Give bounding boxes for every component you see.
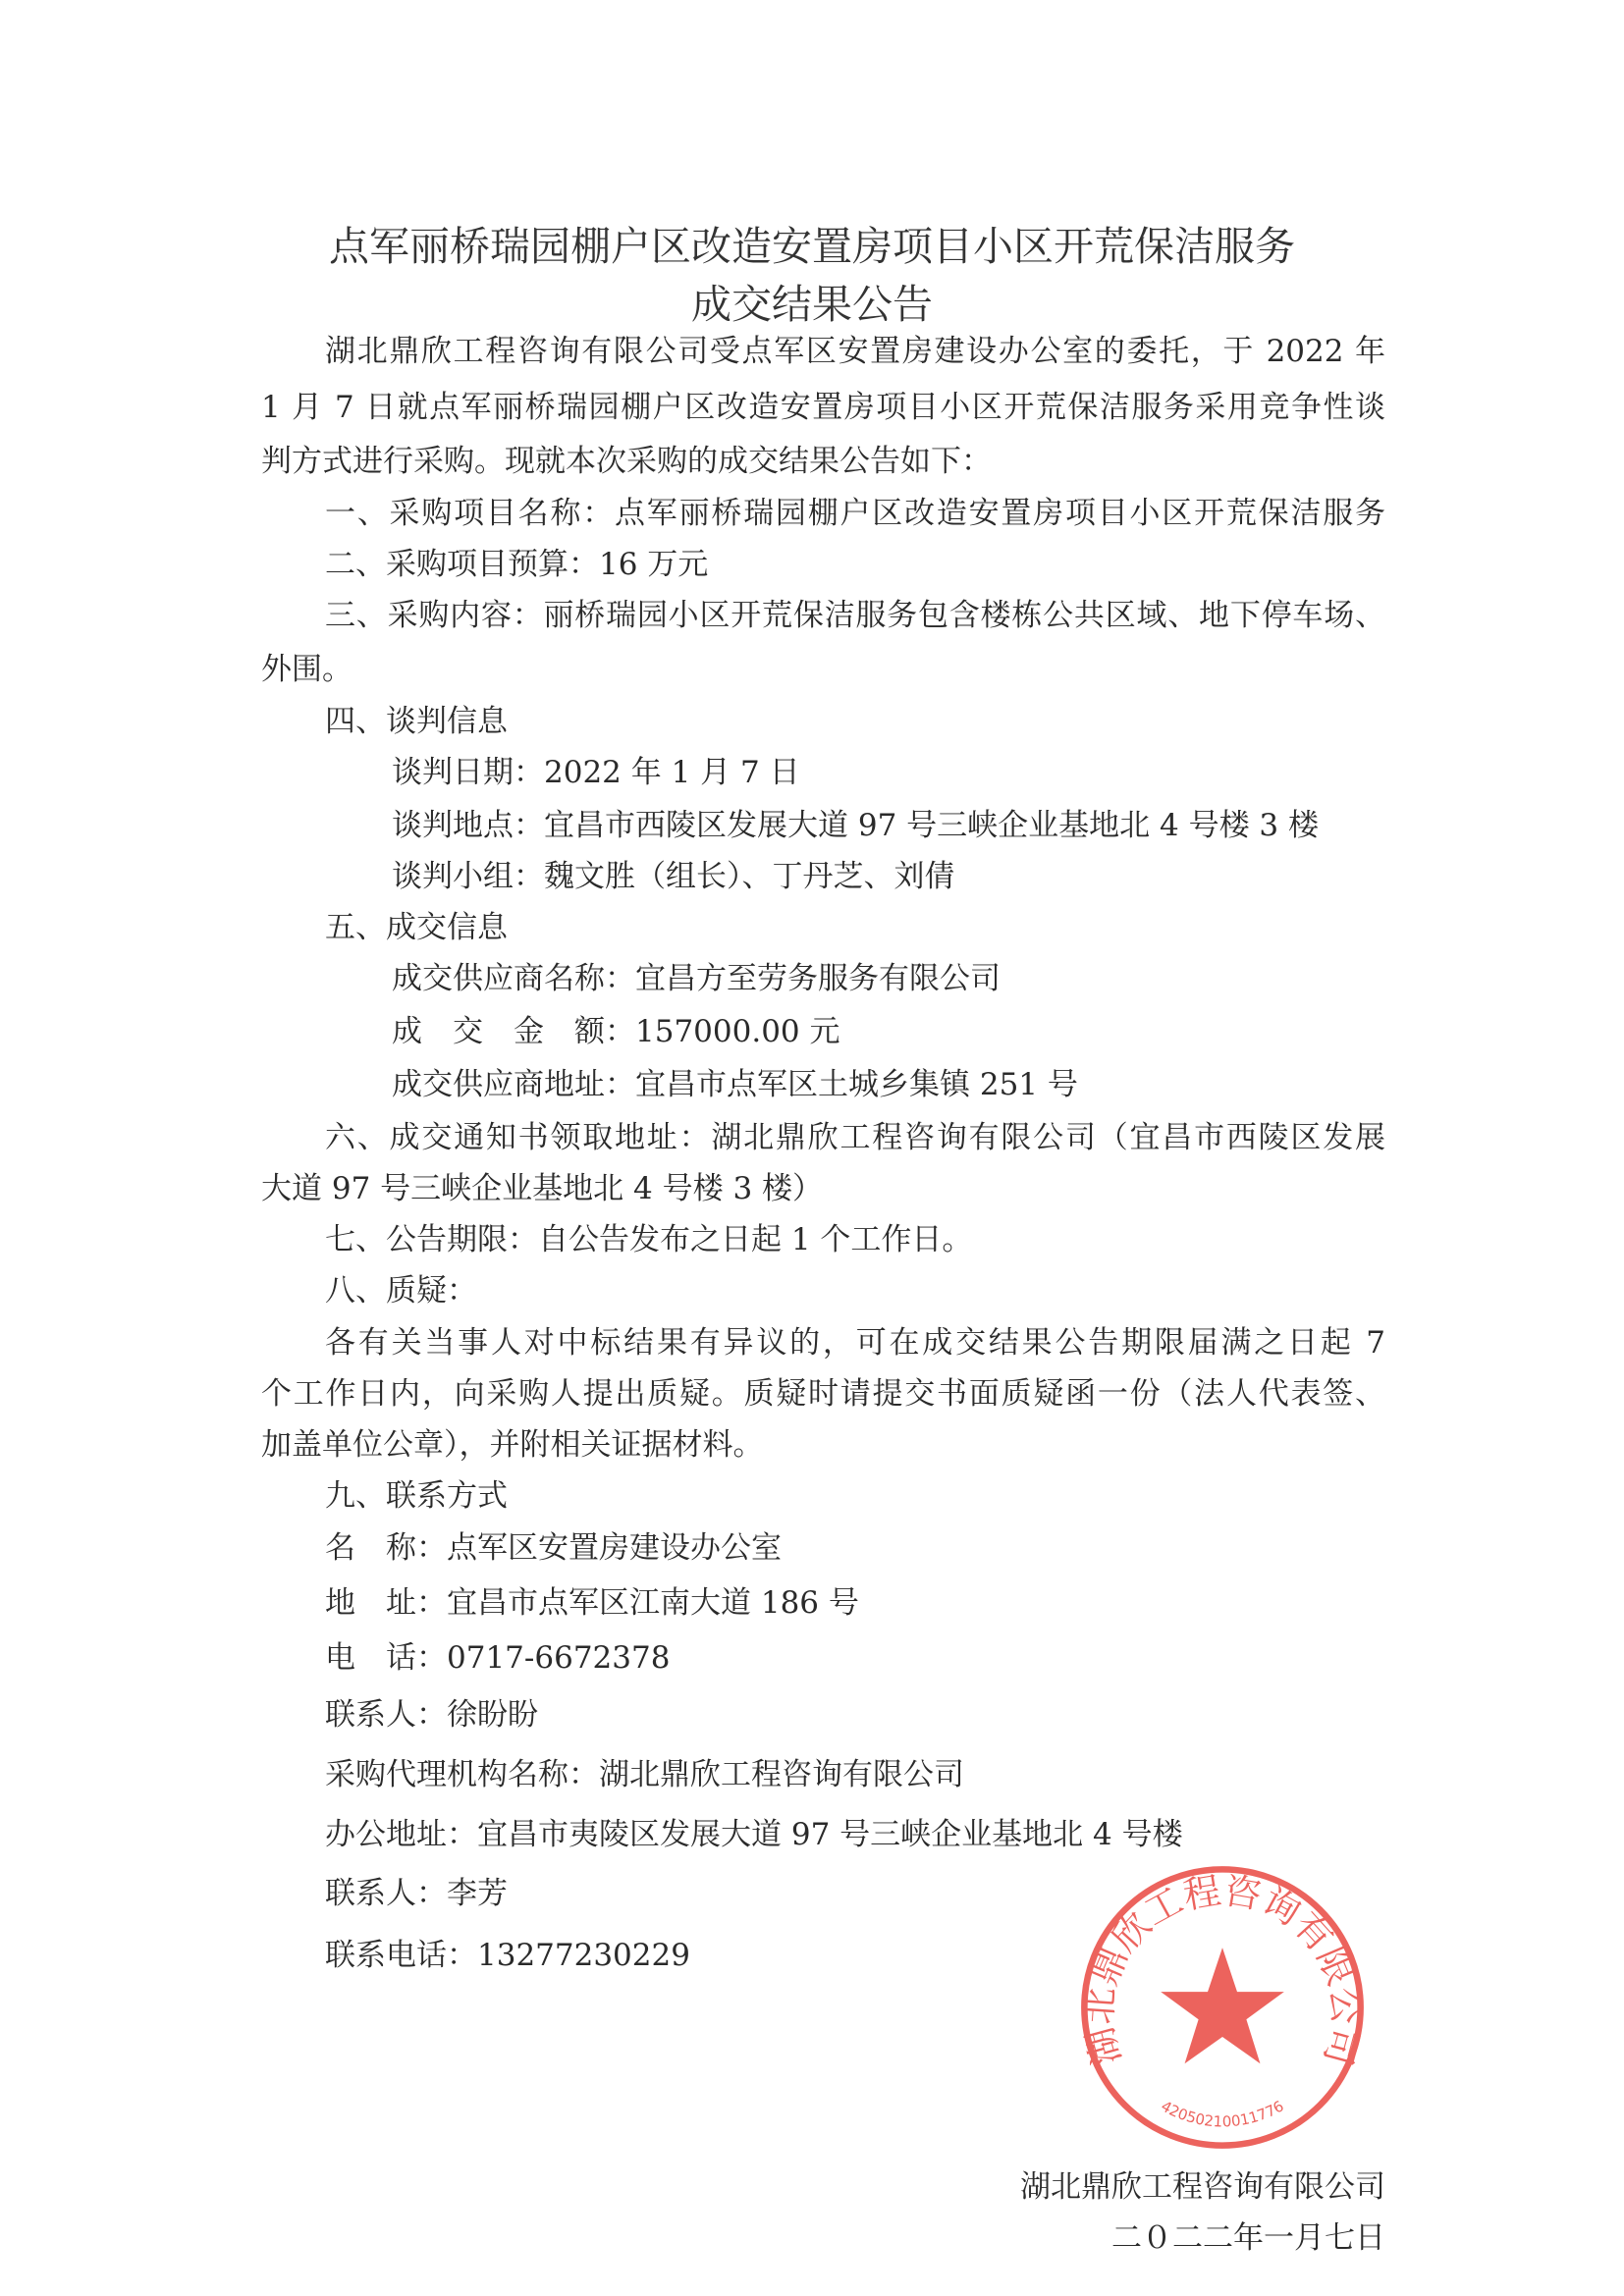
agency-phone: 联系电话：13277230229 — [325, 1938, 690, 1973]
buyer-name: 名 称：点军区安置房建设办公室 — [325, 1530, 782, 1566]
content-line: 三、采购内容：丽桥瑞园小区开荒保洁服务包含楼栋公共区域、地下停车场、 — [325, 598, 1385, 633]
negotiation-date: 谈判日期：2022 年 1 月 7 日 — [392, 755, 800, 790]
negotiation-team: 谈判小组：魏文胜（组长）、丁丹芝、刘倩 — [392, 859, 955, 894]
agency-address: 办公地址：宜昌市夷陵区发展大道 97 号三峡企业基地北 4 号楼 — [325, 1817, 1183, 1852]
seal-text: 湖北鼎欣工程咨询有限公司 — [1076, 1868, 1369, 2070]
query-line: 各有关当事人对中标结果有异议的，可在成交结果公告期限届满之日起 7 — [325, 1325, 1385, 1361]
deal-heading: 五、成交信息 — [325, 910, 508, 945]
signature-company: 湖北鼎欣工程咨询有限公司 — [1020, 2169, 1385, 2205]
supplier-address: 成交供应商地址：宜昌市点军区土城乡集镇 251 号 — [392, 1067, 1078, 1102]
agency-contact: 联系人：李芳 — [325, 1876, 508, 1911]
star-icon — [1161, 1948, 1284, 2063]
notice-line: 六、成交通知书领取地址：湖北鼎欣工程咨询有限公司（宜昌市西陵区发展 — [325, 1120, 1385, 1155]
deal-amount: 成 交 金 额：157000.00 元 — [392, 1014, 840, 1049]
buyer-phone: 电 话：0717-6672378 — [325, 1640, 671, 1676]
seal-code: 42050210011776 — [1158, 2097, 1287, 2131]
agency-name: 采购代理机构名称：湖北鼎欣工程咨询有限公司 — [325, 1757, 964, 1792]
query-line: 个工作日内，向采购人提出质疑。质疑时请提交书面质疑函一份（法人代表签、 — [261, 1376, 1385, 1412]
company-seal — [1075, 1860, 1370, 2155]
query-heading: 八、质疑： — [325, 1273, 477, 1308]
buyer-address: 地 址：宜昌市点军区江南大道 186 号 — [325, 1585, 859, 1621]
notice-period: 七、公告期限：自公告发布之日起 1 个工作日。 — [325, 1222, 973, 1257]
contact-heading: 九、联系方式 — [325, 1478, 508, 1514]
supplier-name: 成交供应商名称：宜昌方至劳务服务有限公司 — [392, 961, 1001, 996]
intro-line: 湖北鼎欣工程咨询有限公司受点军区安置房建设办公室的委托，于 2022 年 — [325, 334, 1385, 369]
title-line-1: 点军丽桥瑞园棚户区改造安置房项目小区开荒保洁服务 — [329, 223, 1295, 270]
intro-line: 判方式进行采购。现就本次采购的成交结果公告如下： — [261, 444, 992, 479]
title-line-2: 成交结果公告 — [691, 281, 933, 328]
notice-line: 大道 97 号三峡企业基地北 4 号楼 3 楼） — [261, 1171, 824, 1206]
intro-line: 1 月 7 日就点军丽桥瑞园棚户区改造安置房项目小区开荒保洁服务采用竞争性谈 — [261, 390, 1385, 425]
signature-date: 二０二二年一月七日 — [1111, 2220, 1385, 2256]
query-line: 加盖单位公章），并附相关证据材料。 — [261, 1427, 764, 1463]
project-name: 一、采购项目名称：点军丽桥瑞园棚户区改造安置房项目小区开荒保洁服务 — [325, 496, 1385, 531]
negotiation-heading: 四、谈判信息 — [325, 704, 508, 739]
content-line: 外围。 — [261, 652, 352, 687]
budget: 二、采购项目预算：16 万元 — [325, 547, 709, 582]
negotiation-place: 谈判地点：宜昌市西陵区发展大道 97 号三峡企业基地北 4 号楼 3 楼 — [392, 808, 1320, 843]
buyer-contact: 联系人：徐盼盼 — [325, 1697, 538, 1733]
